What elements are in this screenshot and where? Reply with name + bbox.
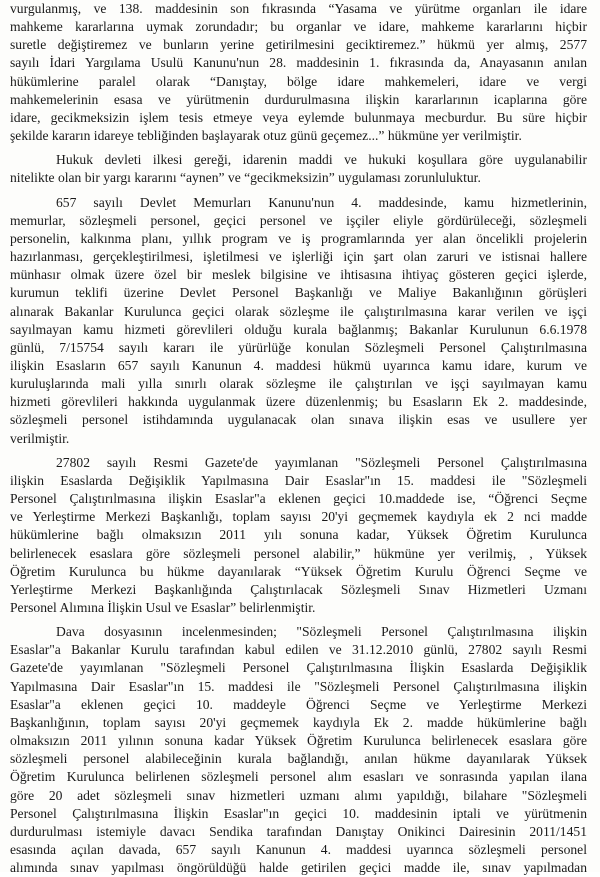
text-line: kurumun teklifi üzerine Devlet Personel Başkanlığı ve Maliye Bakanlığının görüşleri [10,285,587,301]
text-line: kuruluşlarında mali yılla sınırlı olarak sözleşme ile çalıştırılan ve işçi sayılmayan kamu [10,376,587,392]
text-line: Yapılmasına Dair Esaslar"ın 15. maddesi ile "Sözleşmeli Personel Çalıştırılmasına ilişkin [10,678,587,694]
text-line: Esaslar"a Bakanlar Kurulu tarafından kabul edilen ve 31.12.2010 günlü, 27802 sayılı Resmi [10,642,587,658]
text-line: Esaslar"a eklenen geçici 10. maddeyle Öğrenci Seçme ve Yerleştirme Merkezi [10,696,587,712]
text-line: hükümlerine paralel olarak “Danıştay, bölge idare mahkemeleri, idare ve vergi [10,73,587,89]
text-line: sözleşmeli personel alabileceğinin kurala bağlandığı, anılan hükme dayanılarak Yüksek [10,751,587,767]
text-line: Gazete'de yayımlanan "Sözleşmeli Personel Çalıştırılmasına İlişkin Esaslarda Değişiklik [10,660,587,676]
text-line: ilişkin Esasların 657 sayılı Kanunun 4. maddesi hükmü uyarınca kamu idare, kurum ve [10,357,587,373]
text-line: Yerleştirme Merkezi Başkanlığında Çalıştırılacak Sözleşmeli Sınav Hizmetleri Uzmanı [10,581,587,597]
text-line: Başkanlığının, toplam sayısı 20'yi geçmemek kaydıyla Ek 2. madde hükümlerine bağlı [10,714,587,730]
paragraph [10,0,587,145]
text-line: Hukuk devleti ilkesi gereği, idarenin maddi ve hukuki koşullara göre uygulanabilir [56,152,587,168]
text-line: sözleşmeli personel istihdamında uygulanacak olan sınava ilişkin esas ve usullere yer [10,412,587,428]
text-line: Personel Alımına İlişkin Usul ve Esaslar” belirlenmiştir. [10,600,316,615]
text-line: vurgulanmış, ve 138. maddesinin son fıkrasında “Yasama ve yürütme organları ile idare [10,1,587,16]
paragraph [10,623,587,877]
text-line: durdurulması istemiyle davacı Sendika tarafından Danıştay Onikinci Dairesinin 2011/1451 [10,823,587,839]
text-line: esasında açılan davada, 657 sayılı Kanunun 4. maddesi uyarınca sözleşmeli personel [10,842,587,858]
paragraph [10,194,587,448]
text-line: şekilde kararın idareye tebliğinden başlayarak otuz günü geçemez...” hükmüne yer verilmiştir. [10,128,522,144]
text-line: memurlar, sözleşmeli personel, geçici personel ve işçiler eliyle gördürüleceği, sözleşmeli [10,212,587,228]
text-line: hazırlanması, gerçekleştirilmesi, işletilmesi ve işlerliği için şart olan zaruri ve istisnai hallere [10,249,587,265]
text-line: sayılı İdari Yargılama Usulü Kanunu'nun 28. maddesinin 1. fıkrasında da, Anayasanın anılan [10,55,587,71]
text-line: mahkemelerinin esasa ve yürütmenin durdurulmasına ilişkin kararlarının icaplarına göre [10,91,587,107]
text-line: Personel Çalıştırılmasına ilişkin Esaslar"a eklenen geçici 10.maddede ise, “Öğrenci Seçme [10,491,587,507]
text-line: 27802 sayılı Resmi Gazete'de yayımlanan "Sözleşmeli Personel Çalıştırılmasına [56,454,587,470]
text-line: 657 sayılı Devlet Memurları Kanunu'nun 4. maddesinde, kamu hizmetlerinin, [56,194,587,210]
text-line: sayılmayan kamu hizmeti görevlileri olduğu kurala bağlanmış; Bakanlar Kurulunun 6.6.1978 [10,321,587,337]
text-line: olmaksızın 2011 yılının sonuna kadar Yüksek Öğretim Kurulunca belirlenecek esaslara göre [10,733,587,749]
paragraph [10,151,587,187]
text-line: Öğretim Kurulunca belirlenen sözleşmeli personel alım esasları ve sonrasında yapılan ilana [10,769,587,785]
text-line: münhasır olmak üzere özel bir meslek bilgisine ve ihtisasına ihtiyaç gösteren geçici işlerde, [10,267,587,283]
text-line: ilişkin Esaslarda Değişiklik Yapılmasına Dair Esaslar"ın 15. maddesi ile "Sözleşmeli [10,472,587,488]
text-line: suretle değiştiremez ve bunların yerine getirilmesini geciktiremez.” hükmü yer almış, 2577 [10,37,587,53]
text-line: verilmiştir. [10,430,70,446]
text-line: Dava dosyasının incelenmesinden; "Sözleşmeli Personel Çalıştırılmasına ilişkin [56,624,587,640]
text-line: alımında sınav yapılması öngörüldüğü halde getirilen geçici madde ile, sınav yapılmadan [10,860,587,876]
paragraph [10,454,587,617]
text-line: ve Yerleştirme Merkezi Başkanlığı, toplam sayısı 20'yi geçmemek kaydıyla ek 2 nci madde [10,509,587,525]
text-line: personelin, kalkınma planı, yıllık program ve iş programlarında yer alan öncelikli projelerin [10,230,587,246]
text-line: alınarak Bakanlar Kurulunca geçici olarak sözleşme ile çalıştırılmasına karar verilen ve işçi [10,303,587,319]
text-line: idare, gecikmeksizin işlem tesis etmeye veya eylemde bulunmaya mecburdur. Bu süre hiçbir [10,109,587,125]
text-line: belirlenecek esaslara göre sözleşmeli personel alabilir,” hükmüne yer verilmiş, , Yüksek [10,545,587,561]
text-line: Personel Çalıştırılmasına İlişkin Esaslar"ın geçici 10. maddesinin iptali ve yürütmenin [10,805,587,821]
text-line: hükümlerine bağlı olmaksızın 2011 yılı sonuna kadar, Yüksek Öğretim Kurulunca [10,527,587,543]
text-line: göre 20 adet sözleşmeli sınav hizmetleri uzmanı alımı yapıldığı, bilahare "Sözleşmeli [10,787,587,803]
text-line: günlü, 7/15754 sayılı kararı ile yürürlüğe konulan Sözleşmeli Personel Çalıştırılmasına [10,339,587,355]
text-line: Öğretim Kurulunca bu hükme dayanılarak “Yüksek Öğretim Kurulu Öğrenci Seçme ve [10,563,587,579]
text-line: mahkeme kararlarına uymak zorundadır; bu organlar ve idare, mahkeme kararlarını hiçbir [10,19,587,35]
text-line: hizmeti görevlileri hakkında uygulanmak üzere düzenlenmiş; bu Esasların Ek 2. maddesinde, [10,394,587,410]
text-line: nitelikte olan bir yargı kararını “aynen” ve “gecikmeksizin” uygulaması zorunluluktur. [10,170,481,186]
